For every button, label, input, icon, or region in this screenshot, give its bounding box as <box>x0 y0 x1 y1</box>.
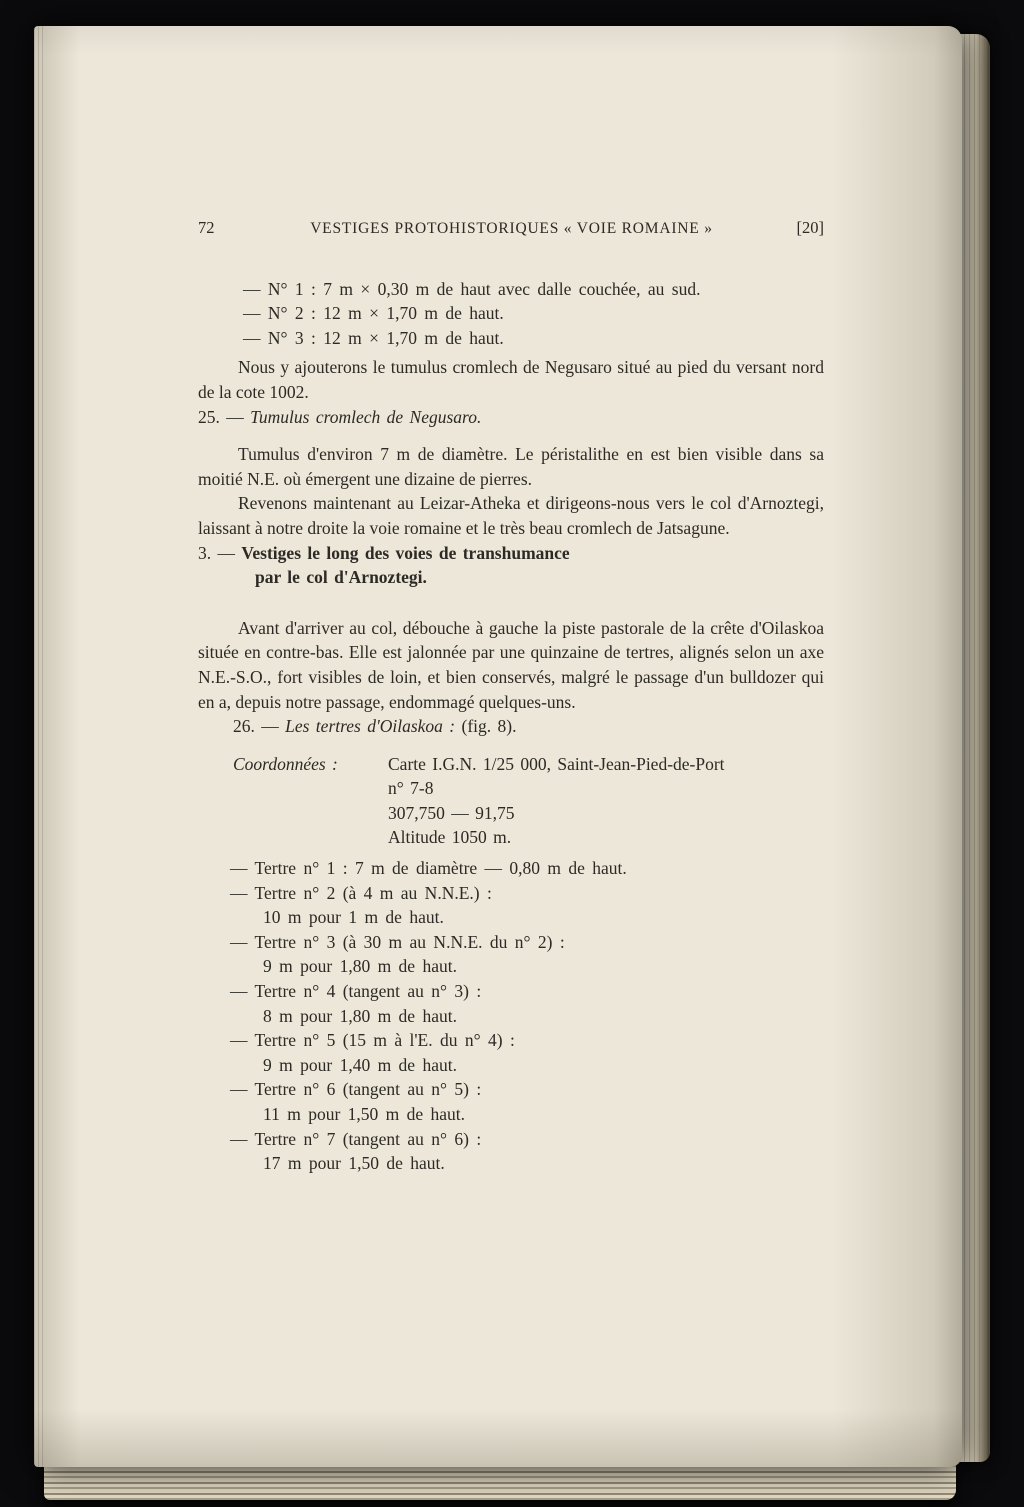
monolith-item-2: — N° 2 : 12 m × 1,70 m de haut. <box>243 303 504 324</box>
tertre-item-5-detail: 9 m pour 1,40 m de haut. <box>263 1054 457 1075</box>
monolith-list <box>198 277 824 351</box>
running-header <box>198 216 824 242</box>
section-3-heading-line1 <box>198 541 824 566</box>
paragraph-avant: Avant d'arriver au col, débouche à gauche la piste pastorale de la crête d'Oilaskoa située en contre-bas. Elle est jalonnée par une quinzaine de tertres, alignés selon un axe N.E.-S.O., fort visibles de loin, et bien conservés, malgré le passage d'un bulldozer qui en a, depuis notre passage, endommagé quelques-uns. <box>198 617 824 712</box>
tertre-item-7: — Tertre n° 7 (tangent au n° 6) : <box>230 1128 482 1149</box>
tertre-item-1: — Tertre n° 1 : 7 m de diamètre — 0,80 m de haut. <box>230 858 627 879</box>
section-25-heading <box>198 405 824 430</box>
tertre-item-6-detail: 11 m pour 1,50 m de haut. <box>263 1104 466 1124</box>
section-3-title-line1: Vestiges le long des voies de transhumance <box>241 542 570 563</box>
coordinates-altitude: Altitude 1050 m. <box>388 827 512 848</box>
section-25-title: Tumulus cromlech de Negusaro. <box>250 406 482 427</box>
book-page <box>34 26 962 1467</box>
running-title: VESTIGES PROTOHISTORIQUES « VOIE ROMAINE » <box>310 220 713 237</box>
section-26-figure-ref: (fig. 8). <box>461 716 517 737</box>
coordinates-label: Coordonnées : <box>233 753 338 774</box>
paragraph-revenons: Revenons maintenant au Leizar-Atheka et dirigeons-nous vers le col d'Arnoztegi, laissant à notre droite la voie romaine et le très beau cromlech de Jatsagune. <box>198 493 824 538</box>
section-3-number: 3. — <box>198 542 242 563</box>
tertre-item-2: — Tertre n° 2 (à 4 m au N.N.E.) : <box>230 882 492 903</box>
section-reference: [20] <box>796 218 824 237</box>
tertre-item-5: — Tertre n° 5 (15 m à l'E. du n° 4) : <box>230 1030 515 1051</box>
section-26-heading <box>198 714 824 739</box>
monolith-item-3: — N° 3 : 12 m × 1,70 m de haut. <box>243 327 504 348</box>
coordinates-values: 307,750 — 91,75 <box>388 802 515 823</box>
tertre-item-4-detail: 8 m pour 1,80 m de haut. <box>263 1005 457 1026</box>
section-26-number: 26. — <box>233 716 286 737</box>
paragraph-tumulus: Tumulus d'environ 7 m de diamètre. Le péristalithe en est bien visible dans sa moitié N.E. où émergent une dizaine de pierres. <box>198 444 824 489</box>
tertre-item-2-detail: 10 m pour 1 m de haut. <box>263 907 444 928</box>
monolith-item-1: — N° 1 : 7 m × 0,30 m de haut avec dalle couchée, au sud. <box>243 278 701 299</box>
tertre-list <box>198 856 824 1176</box>
page-content <box>198 216 824 1176</box>
page-stack-left-edge <box>34 26 46 1467</box>
tertre-item-6: — Tertre n° 6 (tangent au n° 5) : <box>230 1079 482 1100</box>
paragraph-negusaro-intro: Nous y ajouterons le tumulus cromlech de Negusaro situé au pied du versant nord de la cote 1002. <box>198 357 824 402</box>
coordinates-line-1 <box>233 752 824 777</box>
coordinates-block <box>233 752 824 850</box>
section-25-number: 25. — <box>198 406 251 427</box>
coordinates-sheet: n° 7-8 <box>388 778 434 799</box>
coordinates-map: Carte I.G.N. 1/25 000, Saint-Jean-Pied-de-Port <box>388 753 725 774</box>
section-3-heading <box>198 541 824 590</box>
page-stack-bottom-edge <box>44 1462 956 1500</box>
tertre-item-4: — Tertre n° 4 (tangent au n° 3) : <box>230 981 482 1002</box>
tertre-item-3-detail: 9 m pour 1,80 m de haut. <box>263 956 457 977</box>
section-3-title-line2: par le col d'Arnoztegi. <box>255 567 427 588</box>
section-26-title: Les tertres d'Oilaskoa : <box>285 716 462 737</box>
page-number: 72 <box>198 218 215 237</box>
tertre-item-3: — Tertre n° 3 (à 30 m au N.N.E. du n° 2) : <box>230 931 565 952</box>
tertre-item-7-detail: 17 m pour 1,50 de haut. <box>263 1153 445 1174</box>
